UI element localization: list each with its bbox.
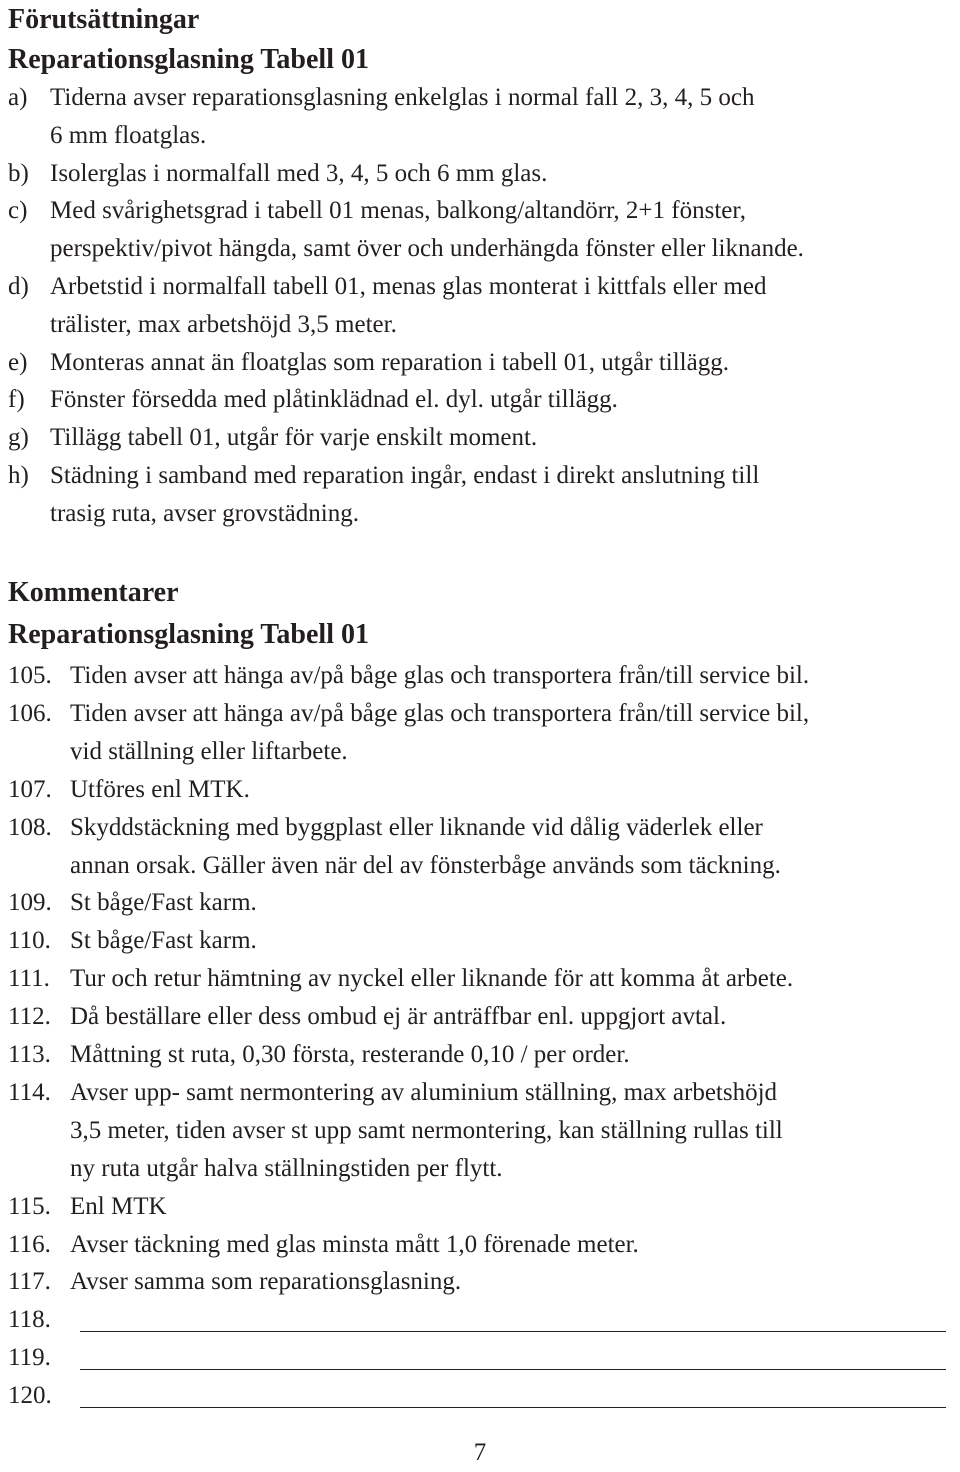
blank-fill-line (80, 1331, 946, 1332)
comment-item-text: Utföres enl MTK. (70, 775, 250, 803)
prerequisite-item-text: 6 mm floatglas. (50, 121, 207, 149)
prerequisite-item-text: trasig ruta, avser grovstädning. (50, 499, 359, 527)
comment-item-text: Enl MTK (70, 1192, 167, 1220)
comment-item-label: 114. (8, 1078, 51, 1106)
prerequisite-item-text: Med svårighetsgrad i tabell 01 menas, balkong/altandörr, 2+1 fönster, (50, 197, 746, 225)
comment-item-text: Skyddstäckning med byggplast eller liknande vid dålig väderlek eller (70, 813, 763, 841)
prerequisite-item-label: h) (8, 462, 29, 489)
prerequisite-item-text: Fönster försedda med plåtinklädnad el. dyl. utgår tillägg. (50, 386, 618, 414)
prerequisite-item-label: c) (8, 197, 28, 225)
comment-item-label: 119. (8, 1344, 51, 1372)
prerequisite-item-label: e) (8, 348, 28, 376)
comment-item-label: 111. (8, 965, 50, 993)
blank-fill-line (80, 1407, 946, 1408)
comment-item-label: 106. (8, 699, 52, 727)
prerequisite-item-text: Isolerglas i normalfall med 3, 4, 5 och 6 mm glas. (50, 159, 548, 187)
comment-item-text: Tiden avser att hänga av/på båge glas och transportera från/till service bil. (70, 662, 810, 689)
prerequisite-item-text: trälister, max arbetshöjd 3,5 meter. (50, 310, 397, 338)
prerequisite-item-text: Arbetstid i normalfall tabell 01, menas glas monterat i kittfals eller med (50, 273, 767, 300)
comment-item-label: 109. (8, 889, 52, 917)
comment-item-text: Avser upp- samt nermontering av aluminium ställning, max arbetshöjd (70, 1078, 778, 1106)
prerequisite-item-label: d) (8, 273, 29, 300)
comment-item-text: Måttning st ruta, 0,30 första, resterande 0,10 / per order. (70, 1041, 630, 1068)
section-heading-prerequisites: Förutsättningar (8, 4, 200, 35)
comment-item-label: 108. (8, 813, 52, 841)
comment-item-text: Avser samma som reparationsglasning. (70, 1268, 462, 1296)
section-subheading-comments: Reparationsglasning Tabell 01 (8, 619, 369, 650)
comment-item-label: 120. (8, 1382, 52, 1410)
prerequisite-item-label: a) (8, 84, 28, 111)
comment-item-label: 115. (8, 1192, 51, 1220)
section-heading-comments: Kommentarer (8, 577, 179, 608)
comment-item-text: Tiden avser att hänga av/på båge glas och transportera från/till service bil, (70, 699, 810, 727)
prerequisite-item-text: Tiderna avser reparationsglasning enkelglas i normal fall 2, 3, 4, 5 och (50, 84, 755, 111)
prerequisite-item-text: Monteras annat än floatglas som reparation i tabell 01, utgår tillägg. (50, 348, 729, 376)
prerequisite-item-label: g) (8, 424, 29, 452)
comment-item-label: 110. (8, 927, 51, 955)
prerequisite-item-text: perspektiv/pivot hängda, samt över och underhängda fönster eller liknande. (50, 235, 804, 263)
comment-item-label: 118. (8, 1306, 51, 1334)
section-subheading-prerequisites: Reparationsglasning Tabell 01 (8, 44, 369, 75)
blank-fill-line (80, 1369, 946, 1370)
prerequisite-item-text: Tillägg tabell 01, utgår för varje enskilt moment. (50, 424, 538, 452)
comment-item-text: vid ställning eller liftarbete. (70, 737, 348, 765)
comment-item-label: 107. (8, 775, 52, 803)
comment-item-label: 113. (8, 1041, 51, 1068)
comment-item-label: 112. (8, 1003, 51, 1031)
comment-item-text: annan orsak. Gäller även när del av fönsterbåge används som täckning. (70, 851, 781, 879)
prerequisite-item-text: Städning i samband med reparation ingår, endast i direkt anslutning till (50, 462, 760, 489)
comment-item-label: 105. (8, 662, 52, 689)
comment-item-text: Tur och retur hämtning av nyckel eller liknande för att komma åt arbete. (70, 965, 794, 993)
comment-item-label: 117. (8, 1268, 51, 1296)
comment-item-label: 116. (8, 1230, 51, 1258)
comment-item-text: ny ruta utgår halva ställningstiden per flytt. (70, 1154, 503, 1182)
comment-item-text: St båge/Fast karm. (70, 889, 257, 917)
prerequisite-item-label: b) (8, 159, 29, 187)
comment-item-text: Avser täckning med glas minsta mått 1,0 förenade meter. (70, 1230, 639, 1258)
comment-item-text: St båge/Fast karm. (70, 927, 257, 955)
page-number: 7 (473, 1439, 487, 1466)
prerequisite-item-label: f) (8, 386, 25, 414)
comment-item-text: Då beställare eller dess ombud ej är anträffbar enl. uppgjort avtal. (70, 1003, 727, 1031)
comment-item-text: 3,5 meter, tiden avser st upp samt nermontering, kan ställning rullas till (70, 1116, 783, 1144)
